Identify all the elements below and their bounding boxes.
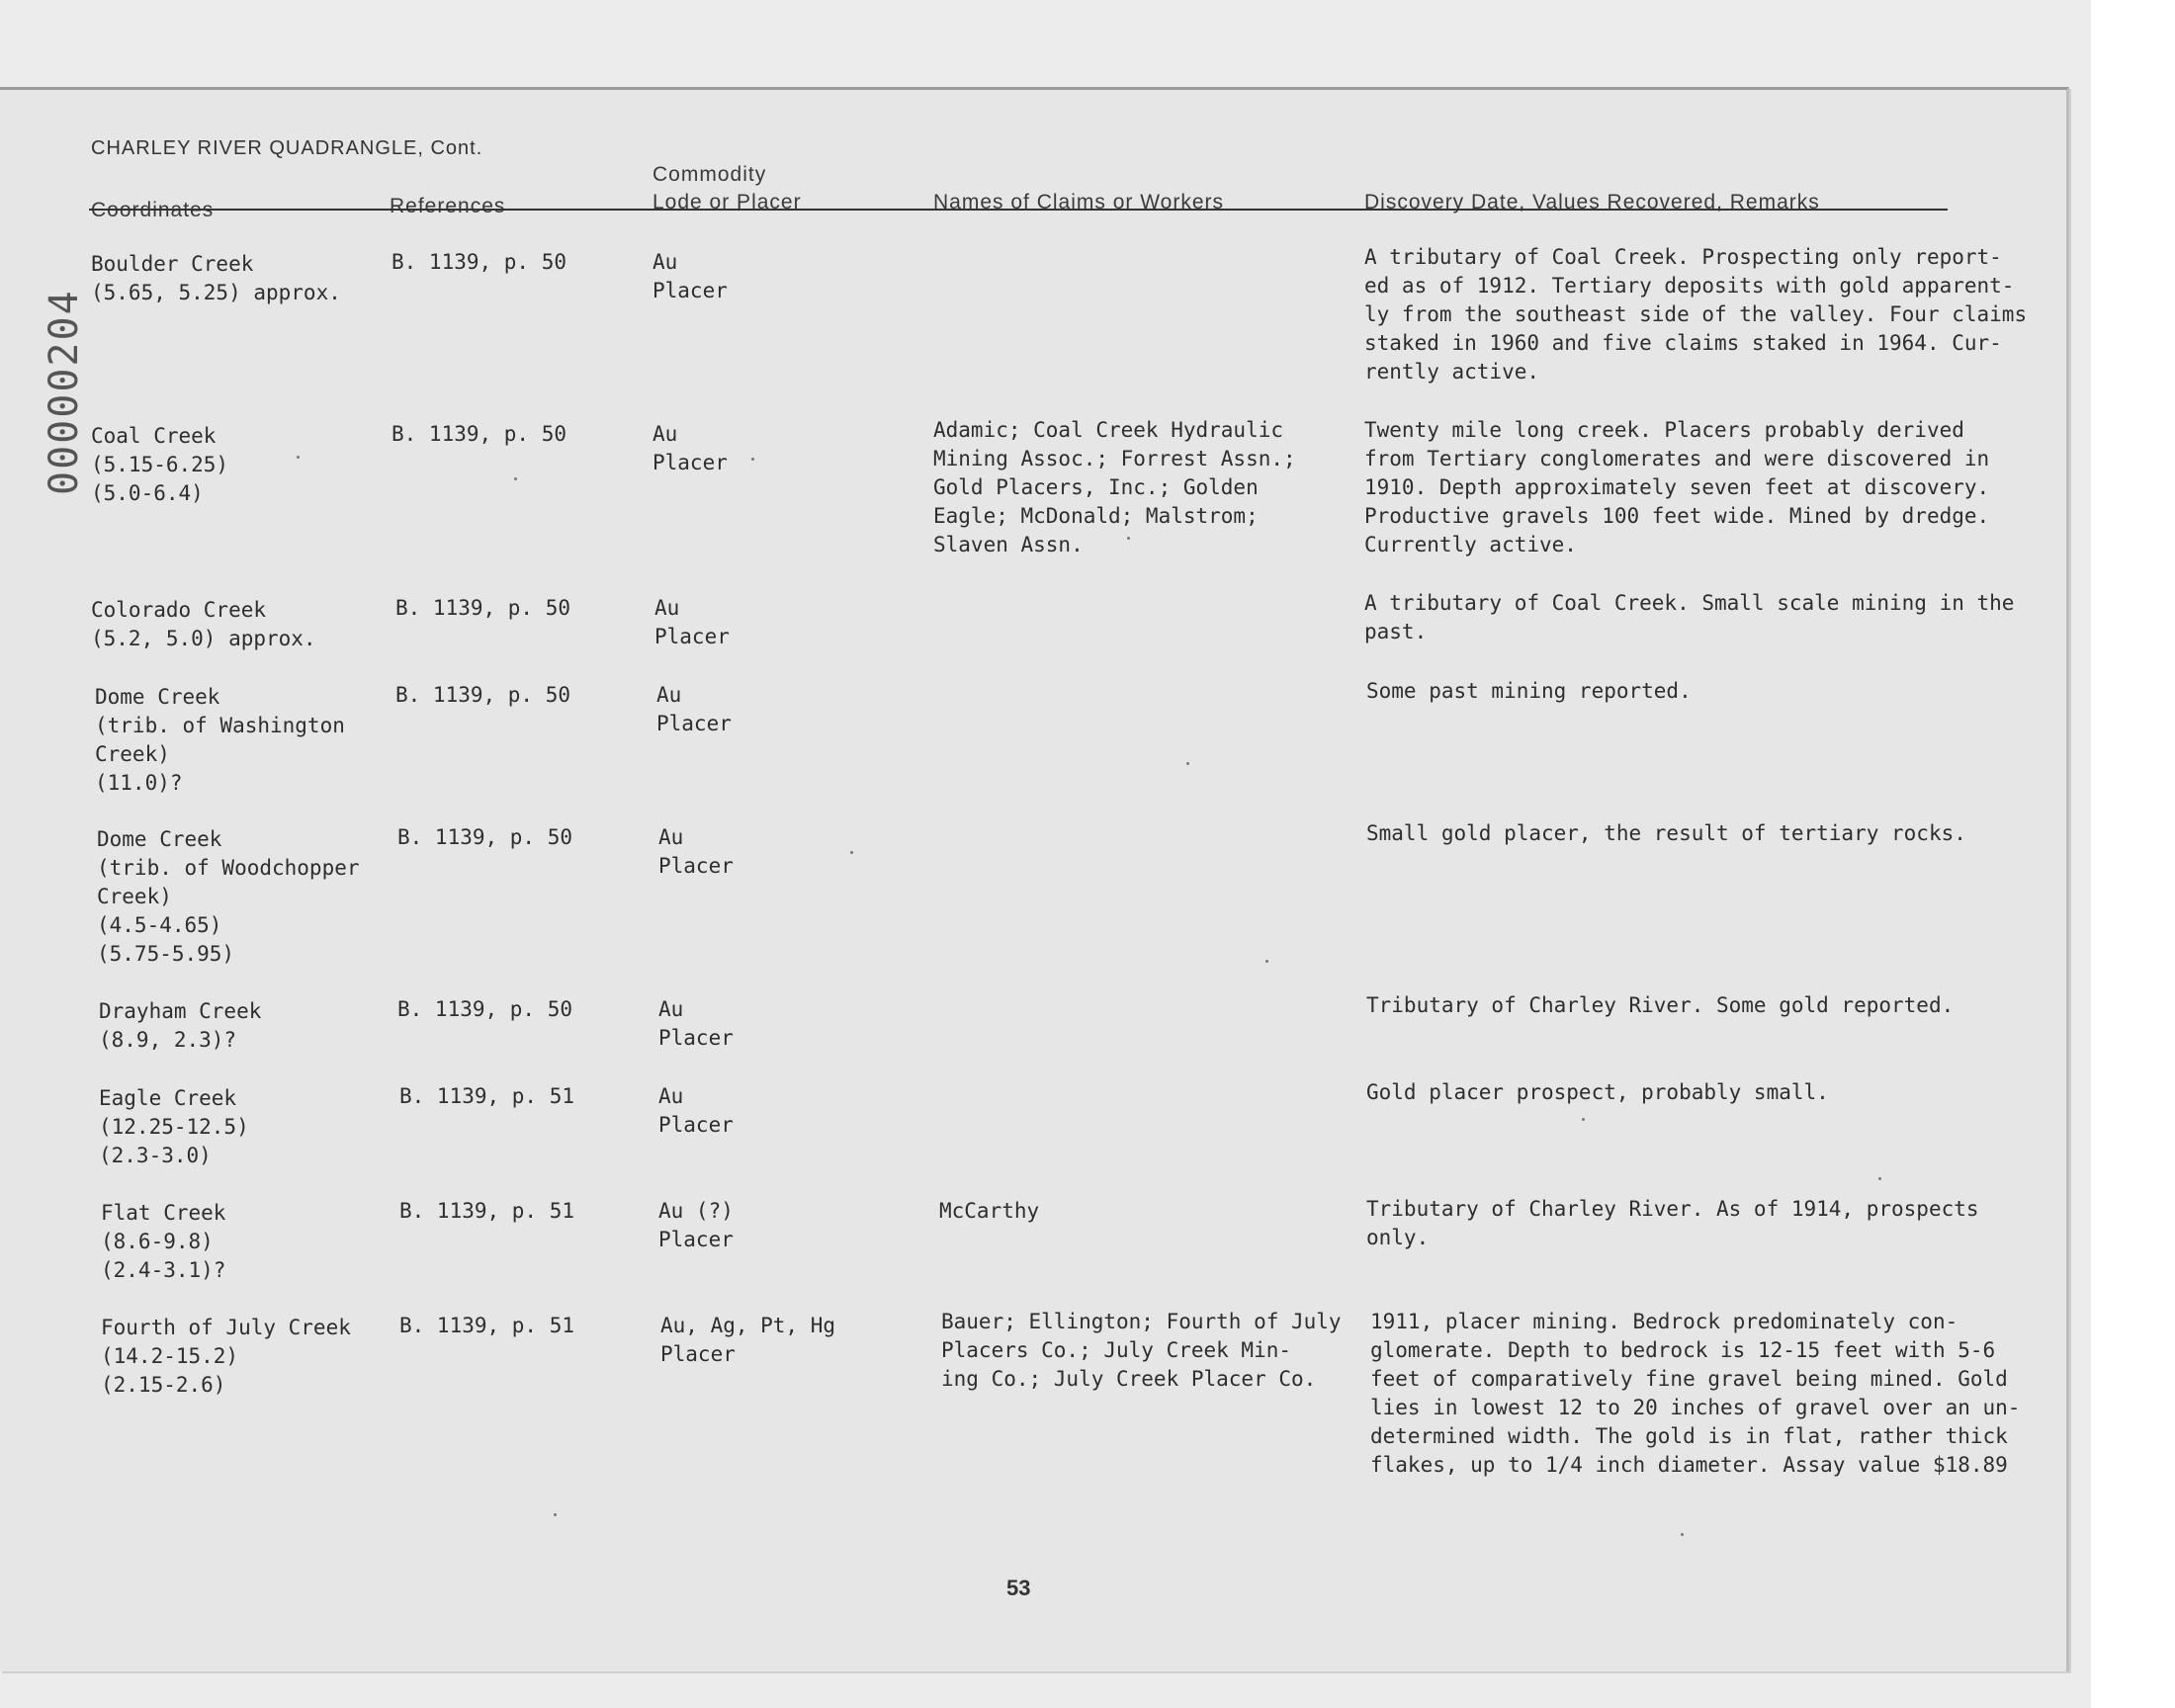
row-reference: B. 1139, p. 50 xyxy=(392,250,567,274)
scan-speck xyxy=(1681,1533,1684,1536)
row-names: McCarthy xyxy=(939,1199,1040,1223)
scan-speck xyxy=(1265,960,1268,963)
row-remarks: A tributary of Coal Creek. Small scale mining in the past. xyxy=(1364,591,2015,643)
scan-speck xyxy=(1127,537,1130,540)
document-page xyxy=(0,87,2069,1671)
row-coordinates: Eagle Creek (12.25-12.5) (2.3-3.0) xyxy=(99,1086,249,1167)
header-names: Names of Claims or Workers xyxy=(933,191,1224,214)
row-remarks: Twenty mile long creek. Placers probably derived from Tertiary conglomerates and were discovered in 1910. Depth approximately seven feet at discovery. Productive gravels 100 feet wide. Mined by dredge. Currently active. xyxy=(1364,418,1990,556)
row-reference: B. 1139, p. 50 xyxy=(395,596,571,620)
row-names: Bauer; Ellington; Fourth of July Placers Co.; July Creek Min- ing Co.; July Creek Placer Co. xyxy=(941,1310,1342,1391)
row-commodity: Au Placer xyxy=(652,250,728,302)
row-coordinates: Boulder Creek (5.65, 5.25) approx. xyxy=(91,252,341,304)
row-commodity: Au Placer xyxy=(658,825,734,878)
page-number: 53 xyxy=(1006,1576,1031,1600)
row-reference: B. 1139, p. 51 xyxy=(399,1199,575,1223)
row-coordinates: Drayham Creek (8.9, 2.3)? xyxy=(99,999,262,1052)
row-commodity: Au Placer xyxy=(654,596,730,648)
row-commodity: Au Placer xyxy=(656,683,732,735)
scan-speck xyxy=(850,851,853,854)
header-lode-or-placer: Lode or Placer xyxy=(652,191,802,214)
row-remarks: Some past mining reported. xyxy=(1366,679,1692,703)
header-coordinates: Coordinates xyxy=(91,199,215,221)
scan-speck xyxy=(751,458,754,461)
row-coordinates: Dome Creek (trib. of Woodchopper Creek) (4.5-4.65) (5.75-5.95) xyxy=(97,827,360,966)
row-reference: B. 1139, p. 50 xyxy=(392,422,567,446)
row-commodity: Au Placer xyxy=(658,1084,734,1137)
row-remarks: Small gold placer, the result of tertiary rocks. xyxy=(1366,821,1966,845)
row-remarks: A tributary of Coal Creek. Prospecting only report- ed as of 1912. Tertiary deposits with gold apparent- ly from the southeast side of the valley. Four claims staked in 1960 and five claims staked in 1964. Cur- rently active. xyxy=(1364,245,2028,384)
page-title: CHARLEY RIVER QUADRANGLE, Cont. xyxy=(91,137,483,159)
row-remarks: Tributary of Charley River. As of 1914, prospects only. xyxy=(1366,1197,1979,1249)
scan-speck xyxy=(554,1513,557,1516)
header-rule xyxy=(89,209,1948,211)
row-remarks: 1911, placer mining. Bedrock predominately con- glomerate. Depth to bedrock is 12-15 feet with 5-6 feet of comparatively fine gravel being mined. Gold lies in lowest 12 to 20 inches of gravel over an un- determined width. The gold is in flat, rather thick flakes, up to 1/4 inch diameter. Assay value $18.89 xyxy=(1370,1310,2021,1477)
scan-speck xyxy=(1186,762,1189,765)
scan-speck xyxy=(1878,1177,1881,1180)
row-reference: B. 1139, p. 51 xyxy=(399,1084,575,1108)
page-margin xyxy=(2091,0,2175,1708)
header-commodity: Commodity xyxy=(652,163,767,186)
row-reference: B. 1139, p. 50 xyxy=(397,825,573,849)
header-references: References xyxy=(390,195,506,217)
row-coordinates: Dome Creek (trib. of Washington Creek) (11.0)? xyxy=(95,685,345,795)
row-reference: B. 1139, p. 50 xyxy=(397,997,573,1021)
scan-speck xyxy=(514,477,517,480)
row-coordinates: Coal Creek (5.15-6.25) (5.0-6.4) xyxy=(91,424,229,505)
row-commodity: Au, Ag, Pt, Hg Placer xyxy=(660,1314,836,1366)
row-commodity: Au Placer xyxy=(658,997,734,1050)
row-coordinates: Colorado Creek (5.2, 5.0) approx. xyxy=(91,598,316,650)
scan-speck xyxy=(1582,1118,1585,1121)
row-coordinates: Flat Creek (8.6-9.8) (2.4-3.1)? xyxy=(101,1201,226,1282)
row-coordinates: Fourth of July Creek (14.2-15.2) (2.15-2.6) xyxy=(101,1316,351,1397)
row-reference: B. 1139, p. 51 xyxy=(399,1314,575,1337)
row-remarks: Tributary of Charley River. Some gold reported. xyxy=(1366,993,1955,1017)
row-commodity: Au Placer xyxy=(652,422,728,474)
header-remarks: Discovery Date, Values Recovered, Remarks xyxy=(1364,191,1820,214)
row-reference: B. 1139, p. 50 xyxy=(395,683,571,707)
row-names: Adamic; Coal Creek Hydraulic Mining Assoc.; Forrest Assn.; Gold Placers, Inc.; Golden Eagle; McDonald; Malstrom; Slaven Assn. xyxy=(933,418,1296,556)
row-commodity: Au (?) Placer xyxy=(658,1199,734,1251)
page-stamp: 00000204 xyxy=(42,289,87,495)
scan-speck xyxy=(297,456,300,459)
row-remarks: Gold placer prospect, probably small. xyxy=(1366,1080,1829,1104)
